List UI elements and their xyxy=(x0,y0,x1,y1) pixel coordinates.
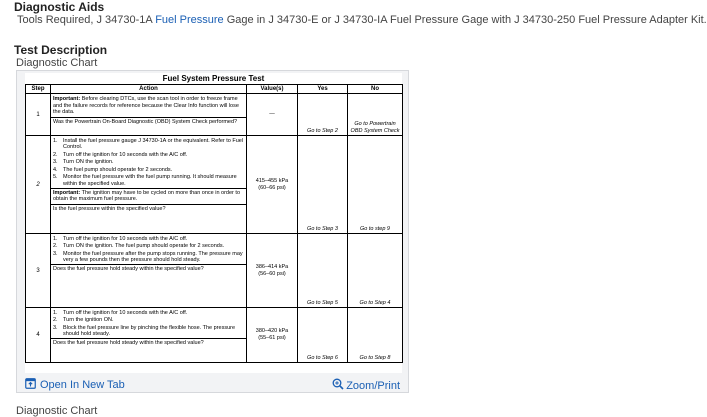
list-item: 5. Monitor the fuel pressure with the fuel pump running. It should measure within the specified value. xyxy=(53,174,237,187)
image-action-bar xyxy=(17,373,408,393)
step-question: Was the Powertrain On-Board Diagnostic (OBD) System Check performed? xyxy=(51,117,246,127)
diagnostic-aids-heading: Diagnostic Aids xyxy=(14,0,105,14)
header-yes: Yes xyxy=(298,85,348,94)
important-text: The ignition may have to be cycled on more than once in order to obtain the maximum fuel pressure. xyxy=(53,189,241,202)
step-number: 4 xyxy=(26,308,51,363)
chart-document xyxy=(25,73,402,373)
value-kpa: 415–455 kPa xyxy=(255,177,289,184)
list-item: 2. Turn ON the ignition. The fuel pump should operate for 2 seconds. xyxy=(53,243,225,249)
list-item: 4. The fuel pump should operate for 2 seconds. xyxy=(53,166,173,173)
step-value xyxy=(247,308,298,363)
list-item: 3. Block the fuel pressure line by pinching the flexible hose. The pressure should hold steady. xyxy=(53,324,236,337)
header-no: No xyxy=(348,85,403,94)
test-description-heading: Test Description xyxy=(14,43,108,57)
diagnostic-chart-label-bottom: Diagnostic Chart xyxy=(16,405,98,417)
open-in-new-tab-button[interactable] xyxy=(25,378,125,392)
step-question: Does the fuel pressure hold steady within the specified value? xyxy=(51,264,246,274)
zoom-print-button[interactable] xyxy=(332,378,400,393)
important-note xyxy=(53,95,244,117)
step-value xyxy=(247,136,298,234)
no-result: Go to Step 8 xyxy=(348,308,403,363)
step-number: 3 xyxy=(26,234,51,308)
fuel-pressure-link[interactable]: Fuel Pressure xyxy=(155,14,224,26)
zoom-icon xyxy=(332,378,344,393)
important-label: Important: xyxy=(53,96,81,102)
step-action xyxy=(51,308,247,363)
value-psi: (60–66 psi) xyxy=(258,184,286,191)
table-row xyxy=(26,234,403,308)
procedure-list xyxy=(53,235,244,264)
chart-image-frame xyxy=(16,70,409,393)
tools-prefix: Tools Required, J 34730-1A xyxy=(17,14,156,26)
value-psi: (55–61 psi) xyxy=(258,335,286,341)
list-item: 3. Monitor the fuel pressure after the pump stops running. The pressure may very a few pounds then the pressure should hold steady. xyxy=(53,250,243,263)
open-in-new-tab-icon xyxy=(25,378,36,392)
list-item: 2. Turn off the ignition for 10 seconds with the A/C off. xyxy=(53,151,188,158)
important-text: Before clearing DTCs, use the scan tool in order to freeze frame and the failure records for reference because the Clear Info function will lose the data. xyxy=(53,96,239,115)
chart-title: Fuel System Pressure Test xyxy=(162,74,265,83)
table-header-row xyxy=(26,85,403,94)
value-kpa: 380–420 kPa xyxy=(255,328,289,334)
procedure-list xyxy=(53,137,244,188)
yes-result: Go to Step 2 xyxy=(298,94,348,136)
step-question: Does the fuel pressure hold steady within the specified value? xyxy=(51,338,246,348)
step-action xyxy=(51,94,247,136)
header-values: Value(s) xyxy=(247,85,298,94)
list-item: 1. Install the fuel pressure gauge J 34730-1A or the equivalent. Refer to Fuel Control. xyxy=(53,137,244,150)
step-value: — xyxy=(247,94,298,136)
yes-result: Go to Step 5 xyxy=(298,234,348,308)
step-number: 1 xyxy=(26,94,51,136)
tools-suffix: Gage in J 34730-E or J 34730-IA Fuel Pressure Gage with J 34730-250 Fuel Pressure Adapter Kit. xyxy=(223,14,707,26)
yes-result: Go to Step 3 xyxy=(298,136,348,234)
no-result: Go to step 9 xyxy=(348,136,403,234)
step-question: Is the fuel pressure within the specified value? xyxy=(51,204,246,214)
no-result: Go to Step 4 xyxy=(348,234,403,308)
table-row xyxy=(26,94,403,136)
no-result: Go to Powertrain OBD System Check xyxy=(348,94,403,136)
header-step: Step xyxy=(26,85,51,94)
yes-result: Go to Step 6 xyxy=(298,308,348,363)
diagnostic-table xyxy=(25,84,403,363)
important-note xyxy=(51,188,246,204)
list-item: 2. Turn the ignition ON. xyxy=(53,317,114,323)
value-kpa: 386–414 kPa xyxy=(255,263,289,270)
list-item: 1. Turn off the ignition for 10 seconds with the A/C off. xyxy=(53,309,188,316)
step-action xyxy=(51,136,247,234)
zoom-print-label: Zoom/Print xyxy=(346,379,400,392)
diagnostic-chart-label: Diagnostic Chart xyxy=(16,57,98,69)
table-row xyxy=(26,136,403,234)
list-item: 1. Turn off the ignition for 10 seconds with the A/C off. xyxy=(53,235,188,242)
table-row xyxy=(26,308,403,363)
open-in-new-tab-label: Open In New Tab xyxy=(40,379,125,391)
step-value xyxy=(247,234,298,308)
important-label: Important: xyxy=(53,189,81,196)
procedure-list xyxy=(53,309,244,338)
value-psi: (56–60 psi) xyxy=(258,270,286,277)
step-number: 2 xyxy=(26,136,51,234)
header-action: Action xyxy=(51,85,247,94)
tools-required-text xyxy=(17,14,707,26)
list-item: 3. Turn ON the ignition. xyxy=(53,159,114,165)
step-action xyxy=(51,234,247,308)
